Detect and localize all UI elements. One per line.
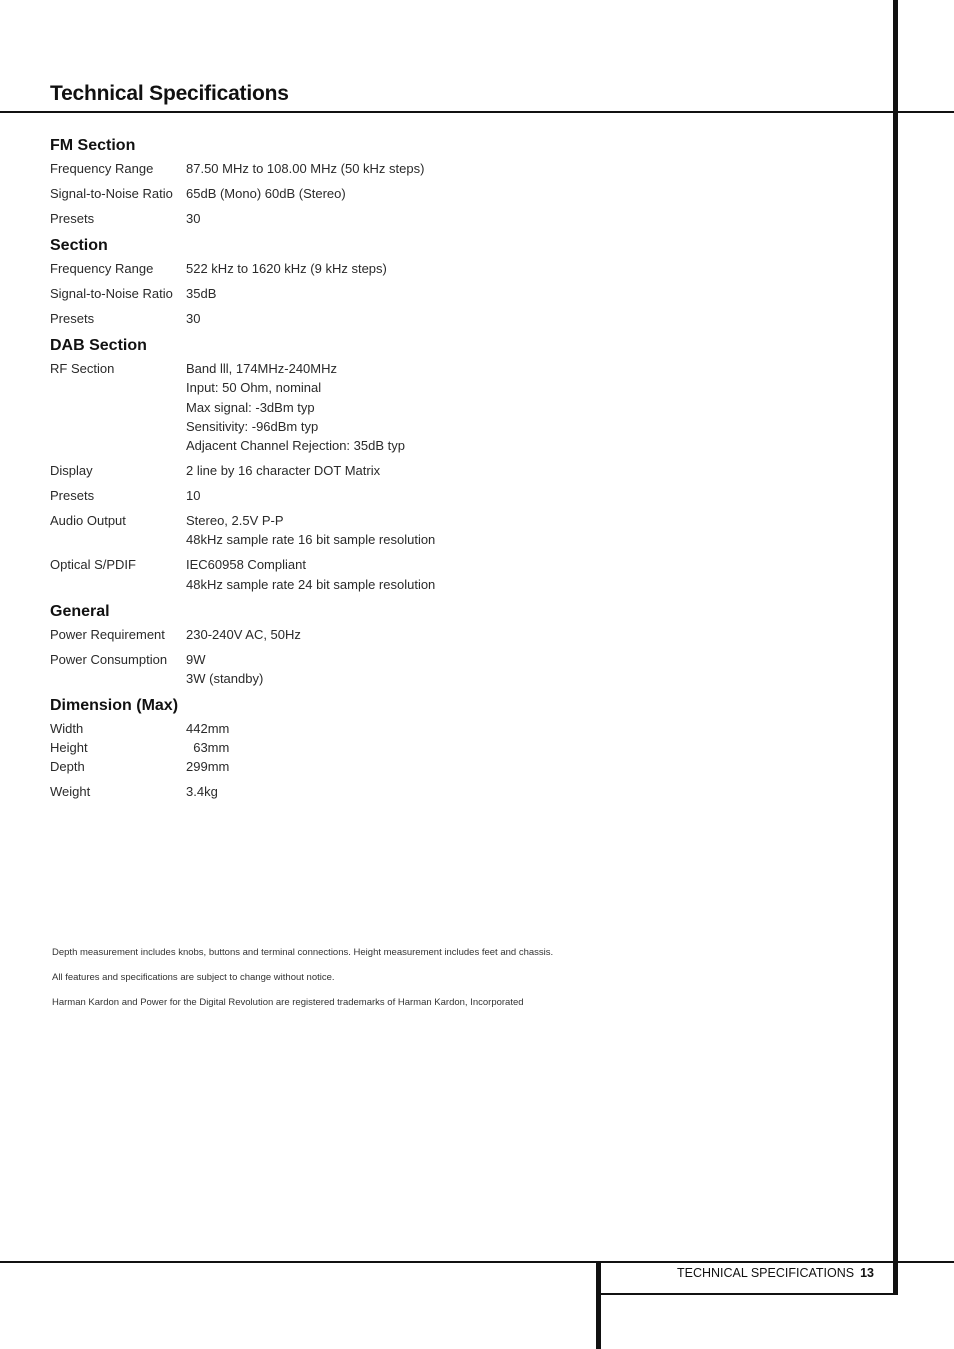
section-heading: Section <box>50 236 108 254</box>
spec-values <box>186 184 570 203</box>
footnotes <box>52 946 553 1021</box>
spec-value: 63mm <box>186 740 230 756</box>
spec-section <box>50 600 570 689</box>
spec-label: Power Requirement <box>50 626 165 642</box>
spec-value: 3.4kg <box>186 784 218 800</box>
spec-value: 87.50 MHz to 108.00 MHz (50 kHz steps) <box>186 161 425 176</box>
spec-content <box>50 134 570 807</box>
spec-row <box>50 359 570 455</box>
spec-label: Frequency Range <box>50 260 154 276</box>
spec-row <box>50 159 570 178</box>
spec-values <box>186 719 570 738</box>
spec-values <box>186 511 570 550</box>
spec-values <box>186 757 570 776</box>
spec-section <box>50 334 570 594</box>
spec-row <box>50 625 570 644</box>
spec-row <box>50 461 570 480</box>
spec-label: Optical S/PDIF <box>50 557 136 573</box>
spec-value: 48kHz sample rate 16 bit sample resolution <box>186 532 436 548</box>
spec-label: Frequency Range <box>50 161 154 176</box>
section-heading: Dimension (Max) <box>50 696 179 714</box>
spec-values <box>186 625 570 644</box>
spec-values <box>186 284 570 303</box>
spec-value: Stereo, 2.5V P-P <box>186 513 284 529</box>
spec-value: 3W (standby) <box>186 670 264 686</box>
spec-row <box>50 555 570 594</box>
spec-value: 442mm <box>186 720 230 736</box>
spec-value: 2 line by 16 character DOT Matrix <box>186 463 381 479</box>
spec-value: 10 <box>186 488 201 504</box>
spec-values <box>186 650 570 689</box>
spec-label: Presets <box>50 310 95 326</box>
footer-label <box>677 1266 874 1280</box>
spec-values <box>186 309 570 328</box>
spec-label: Signal-to-Noise Ratio <box>50 185 173 201</box>
spec-label: Presets <box>50 488 95 504</box>
spec-values <box>186 555 570 594</box>
spec-value: Sensitivity: -96dBm typ <box>186 418 319 434</box>
spec-label: Signal-to-Noise Ratio <box>50 285 173 301</box>
spec-label: RF Section <box>50 360 115 376</box>
spec-value: Band lll, 174MHz-240MHz <box>186 360 338 376</box>
spec-value: 9W <box>186 651 206 667</box>
page-number: 13 <box>860 1266 874 1280</box>
spec-row <box>50 719 570 738</box>
spec-row <box>50 757 570 776</box>
spec-value: 522 kHz to 1620 kHz (9 kHz steps) <box>186 260 387 276</box>
spec-row <box>50 259 570 278</box>
page-title: Technical Specifications <box>50 82 289 105</box>
spec-label: Height <box>50 740 88 756</box>
spec-value: Max signal: -3dBm typ <box>186 399 315 415</box>
spec-value: 299mm <box>186 759 230 775</box>
spec-value: Input: 50 Ohm, nominal <box>186 380 322 396</box>
spec-label: Power Consumption <box>50 651 168 667</box>
spec-values <box>186 738 570 757</box>
spec-label: Display <box>50 463 93 479</box>
footnote: Depth measurement includes knobs, buttons and terminal connections. Height measurement includes feet and chassis. <box>52 947 554 958</box>
spec-values <box>186 259 570 278</box>
spec-label: Width <box>50 720 84 736</box>
spec-label: Depth <box>50 759 85 775</box>
spec-values <box>186 461 570 480</box>
spec-value: 48kHz sample rate 24 bit sample resolution <box>186 576 436 592</box>
spec-row <box>50 284 570 303</box>
spec-row <box>50 209 570 228</box>
spec-row <box>50 486 570 505</box>
spec-value: 65dB (Mono) 60dB (Stereo) <box>186 185 346 201</box>
spec-row <box>50 184 570 203</box>
spec-value: 30 <box>186 310 201 326</box>
spec-label: Weight <box>50 784 91 800</box>
footnote: All features and specifications are subject to change without notice. <box>52 972 335 983</box>
spec-value: 30 <box>186 210 201 226</box>
spec-section <box>50 234 570 328</box>
spec-label: Audio Output <box>50 513 126 529</box>
spec-row <box>50 738 570 757</box>
spec-values <box>186 359 570 455</box>
page-edge-bar <box>893 0 898 1295</box>
footnote: Harman Kardon and Power for the Digital Revolution are registered trademarks of Harman Kardon, Incorporated <box>52 997 524 1008</box>
spec-values <box>186 782 570 801</box>
spec-row <box>50 309 570 328</box>
spec-value: Adjacent Channel Rejection: 35dB typ <box>186 438 405 454</box>
footer-section-name: TECHNICAL SPECIFICATIONS <box>676 1266 855 1280</box>
section-heading: FM Section <box>50 137 136 154</box>
spec-row <box>50 782 570 801</box>
spec-label: Presets <box>50 210 95 226</box>
title-rule <box>0 111 954 113</box>
spec-values <box>186 486 570 505</box>
spec-value: 35dB <box>186 285 217 301</box>
spec-value: IEC60958 Compliant <box>186 557 306 573</box>
spec-values <box>186 159 570 178</box>
spec-row <box>50 511 570 550</box>
spec-row <box>50 650 570 689</box>
section-heading: DAB Section <box>50 336 147 354</box>
section-heading: General <box>50 602 110 620</box>
spec-section <box>50 694 570 802</box>
spec-value: 230-240V AC, 50Hz <box>186 626 301 642</box>
spec-values <box>186 209 570 228</box>
spec-section <box>50 134 570 228</box>
footer-tab <box>597 1262 898 1295</box>
